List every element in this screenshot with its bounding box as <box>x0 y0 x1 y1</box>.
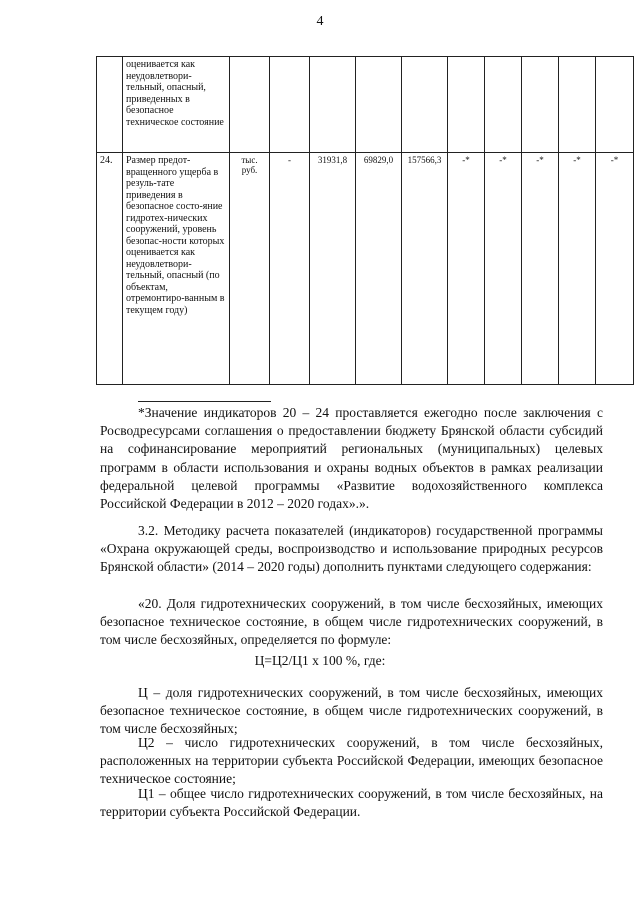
table-cell-description: Размер предот-вращенного ущерба в резуль-тате приведения в безопасное состо-яние гидротех-нических сооружений, уровень безопас-ности которых оценивается как неудовлетвори-тельный, опасный (по объектам, отремонтиро-ванным в текущем году) <box>123 153 230 385</box>
table-cell-value: - <box>270 153 310 385</box>
table-cell-value: 31931,8 <box>310 153 356 385</box>
formula: Ц=Ц2/Ц1 х 100 %, где: <box>254 653 386 668</box>
table-cell-value: -* <box>485 153 522 385</box>
table-cell <box>485 57 522 153</box>
footnote-divider <box>138 401 271 402</box>
table-cell-value: -* <box>596 153 634 385</box>
table-cell-value: -* <box>559 153 596 385</box>
definition-c1: Ц1 – общее число гидротехнических сооружений, в том числе бесхозяйных, на территории субъекта Российской Федерации. <box>100 786 603 820</box>
table-cell <box>310 57 356 153</box>
definition-c2: Ц2 – число гидротехнических сооружений, в том числе бесхозяйных, расположенных на территории субъекта Российской Федерации, имеющих безопасное техническое состояние; <box>100 735 603 787</box>
paragraph-3-2: 3.2. Методику расчета показателей (индикаторов) государственной программы «Охрана окружающей среды, воспроизводство и использование природных ресурсов Брянской области» (2014 – 2020 годы) дополнить пунктами следующего содержания: <box>100 523 603 575</box>
table-cell <box>448 57 485 153</box>
page-number: 4 <box>316 14 324 29</box>
table-cell <box>97 57 123 153</box>
paragraph-item-20: «20. Доля гидротехнических сооружений, в том числе бесхозяйных, имеющих безопасное техническое состояние, в общем числе гидротехнических сооружений, в том числе бесхозяйных, определяется по формуле: <box>100 596 603 648</box>
table-row-continued <box>97 57 634 153</box>
table-cell-unit: тыс. руб. <box>230 153 270 385</box>
table-cell <box>402 57 448 153</box>
table-cell <box>270 57 310 153</box>
table-cell-value: 69829,0 <box>356 153 402 385</box>
table-cell-value: 157566,3 <box>402 153 448 385</box>
table-cell <box>230 57 270 153</box>
definition-c: Ц – доля гидротехнических сооружений, в том числе бесхозяйных, имеющих безопасное техническое состояние, в общем числе гидротехнических сооружений, в том числе бесхозяйных; <box>100 685 603 737</box>
table-cell-value: -* <box>448 153 485 385</box>
indicators-table <box>96 56 634 385</box>
table-cell-value: -* <box>522 153 559 385</box>
table-cell <box>559 57 596 153</box>
footnote: *Значение индикаторов 20 – 24 проставляется ежегодно после заключения с Росводресурсами соглашения о предоставлении бюджету Брянской области субсидий на софинансирование мероприятий региональных (муниципальных) целевых программ в области использования и охраны водных объектов в рамках реализации федеральной целевой программы «Развитие водохозяйственного комплекса Российской Федерации в 2012 – 2020 годах».». <box>100 405 603 512</box>
table-cell-number: 24. <box>97 153 123 385</box>
table-cell <box>596 57 634 153</box>
table-cell-description: оценивается как неудовлетвори-тельный, опасный, приведенных в безопасное техническое состояние <box>123 57 230 153</box>
table-cell <box>356 57 402 153</box>
table-row-24 <box>97 153 634 385</box>
table-cell <box>522 57 559 153</box>
